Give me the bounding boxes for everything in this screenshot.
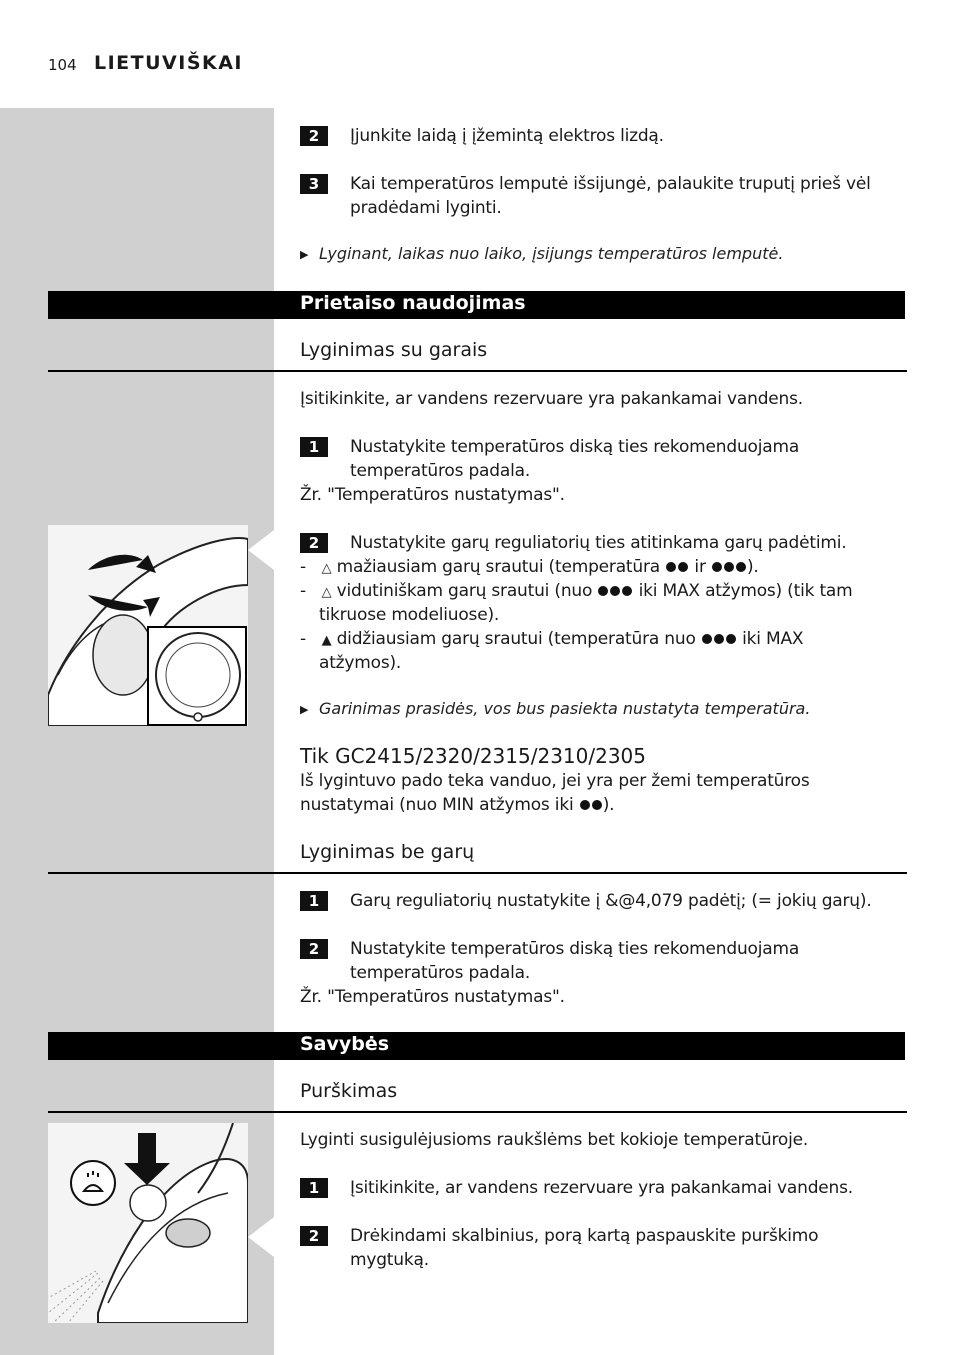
section-bar [48,1032,905,1060]
iron-dial-drawing [48,525,248,726]
note-text: Garinimas prasidės, vos bus pasiekta nustatyta temperatūra. [319,699,811,718]
dash: - [300,557,306,577]
step-number-badge: 2 [300,939,328,959]
two-dots-icon [579,795,603,815]
step-number-badge: 1 [300,891,328,911]
three-dots-icon [597,581,633,601]
option-text: ). [746,557,759,577]
option-text: iki MAX atžymos) (tik tam [638,581,853,601]
page-number: 104 [48,56,77,74]
step-text-continued: temperatūros padala. [350,461,531,481]
step-text: Garų reguliatorių nustatykite į &@4,079 padėtį; (= jokių garų). [350,891,872,911]
section-title: Prietaiso naudojimas [300,292,526,314]
option-text: ir [694,557,706,577]
subsection-rule [48,1111,907,1113]
reference-text: Žr. "Temperatūros nustatymas". [300,987,565,1007]
step-text: Nustatykite garų reguliatorių ties atitinkama garų padėtimi. [350,533,847,553]
two-dots-icon [665,557,689,577]
max-steam-icon: ▲ [321,633,332,648]
step-text-continued: temperatūros padala. [350,963,531,983]
medium-steam-icon: △ [321,585,332,600]
step-number-badge: 2 [300,126,328,146]
steam-option-medium [300,579,853,605]
iron-spray-drawing [48,1123,248,1323]
subsection-rule [48,872,907,874]
step-text: Nustatykite temperatūros diską ties rekomenduojama [350,437,800,457]
pointer-triangle [248,1217,274,1257]
small-steam-icon: △ [321,561,332,576]
step-number-badge: 2 [300,533,328,553]
step-number-badge: 3 [300,174,328,194]
option-text: mažiausiam garų srautui (temperatūra [336,557,660,577]
reference-text: Žr. "Temperatūros nustatymas". [300,485,565,505]
option-text: didžiausiam garų srautui (temperatūra nuo [336,629,696,649]
option-text-continued: tikruose modeliuose). [319,605,500,625]
note-arrow-icon: ▶ [300,703,309,716]
note-arrow-icon: ▶ [300,248,309,261]
subsection-title: Purškimas [300,1080,398,1102]
three-dots-icon [701,629,737,649]
step-number-badge: 1 [300,437,328,457]
step-text-continued: mygtuką. [350,1250,429,1270]
dash: - [300,581,306,601]
language-heading: LIETUVIŠKAI [94,52,243,74]
steam-option-high [300,627,803,653]
pointer-triangle [248,530,274,570]
step-text: Nustatykite temperatūros diską ties rekomenduojama [350,939,800,959]
step-number-badge: 1 [300,1178,328,1198]
steam-option-low [300,555,759,581]
models-text-continued [300,793,614,817]
step-text-continued: pradėdami lyginti. [350,198,502,218]
models-text-part: nustatymai (nuo MIN atžymos iki [300,795,574,815]
intro-text: Lyginti susigulėjusioms raukšlėms bet kokioje temperatūroje. [300,1130,809,1150]
models-title: Tik GC2415/2320/2315/2310/2305 [300,744,647,768]
step-text: Kai temperatūros lemputė išsijungė, palaukite truputį prieš vėl [350,174,871,194]
step-number-badge: 2 [300,1226,328,1246]
models-text-part: ). [602,795,615,815]
dash: - [300,629,306,649]
option-text: iki MAX [742,629,804,649]
option-text: vidutiniškam garų srautui (nuo [336,581,593,601]
subsection-title: Lyginimas be garų [300,841,475,863]
steam-dial-illustration [48,525,248,726]
step-text: Įsitikinkite, ar vandens rezervuare yra pakankamai vandens. [350,1178,853,1198]
note-text: Lyginant, laikas nuo laiko, įsijungs temperatūros lemputė. [319,244,784,263]
section-title: Savybės [300,1033,390,1055]
three-dots-icon [711,557,747,577]
subsection-rule [48,370,907,372]
spray-illustration [48,1123,248,1323]
step-text: Įjunkite laidą į įžemintą elektros lizdą. [350,126,664,146]
intro-text: Įsitikinkite, ar vandens rezervuare yra pakankamai vandens. [300,389,803,409]
subsection-title: Lyginimas su garais [300,339,488,361]
models-text: Iš lygintuvo pado teka vanduo, jei yra per žemi temperatūros [300,771,810,791]
step-text: Drėkindami skalbinius, porą kartą paspauskite purškimo [350,1226,819,1246]
option-text-continued: atžymos). [319,653,402,673]
